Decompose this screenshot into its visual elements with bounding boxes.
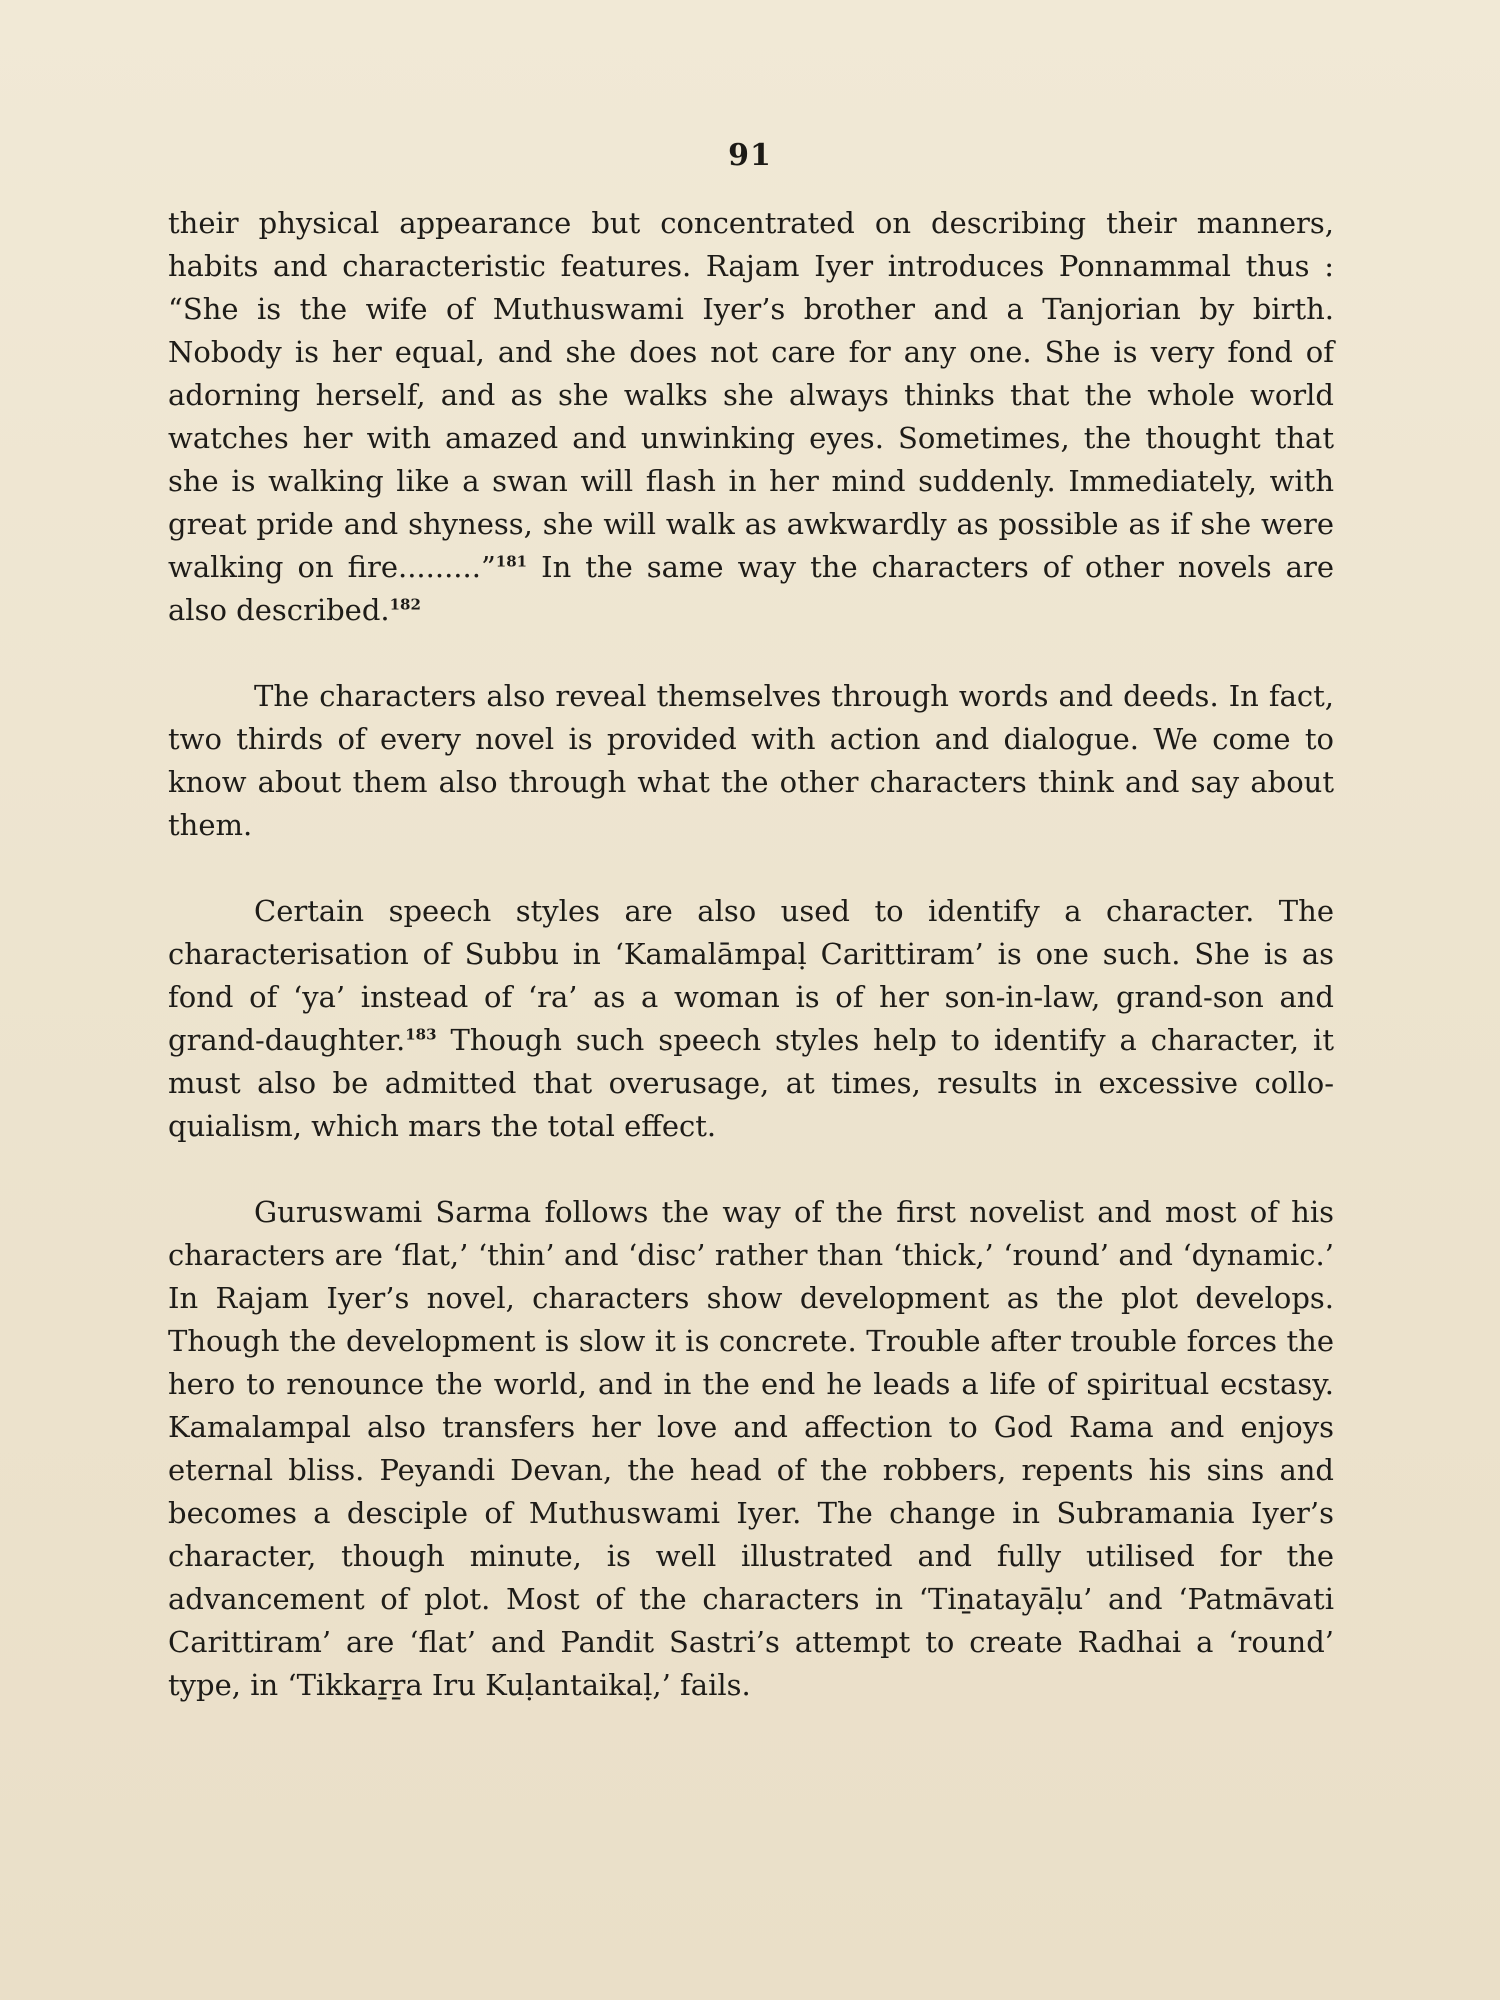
footnote-marker-183: 183 xyxy=(405,1025,437,1044)
paragraph-2: The characters also reveal themselves through words and deeds. In fact, two thirds of every novel is provided with action and dialogue. We come to know about them also through what the other characters think and say about them. xyxy=(168,679,1334,842)
footnote-marker-182: 182 xyxy=(389,595,421,614)
page-number: 91 xyxy=(728,138,772,173)
paragraph-3-text-a: Certain speech styles are also used to identify a character. The characterisation of Subbu in ‘Kamalāmpaḷ Carittiram’ is one such. She is as fond of ‘ya’ instead of ‘ra’ as a woman is of her son-in-law, grand-son and grand-daughter. xyxy=(168,894,1334,1057)
paragraph-1-text-a: their physical appearance but concentrated on describing their manners, habits and characteristic features. Rajam Iyer introduces Ponnammal thus : “She is the wife of Muthuswami Iyer’s brother and a Tanjorian by birth. Nobody is her equal, and she does not care for any one. She is very fond of adorning herself, and as she walks she always thinks that the whole world watches her with amazed and unwinking eyes. Sometimes, the thought that she is walking like a swan will flash in her mind suddenly. Immediately, with great pride and shyness, she will walk as awkwardly as possible as if she were walking on fire.........” xyxy=(168,206,1334,584)
paragraph-3-text-b: Though such speech styles help to identify a character, it must also be admitted that overusage, at times, results in excessive colloquialism, which mars the total effect. xyxy=(168,1023,1334,1143)
paragraph-4: Guruswami Sarma follows the way of the first novelist and most of his characters are ‘flat,’ ‘thin’ and ‘disc’ rather than ‘thick,’ ‘round’ and ‘dynamic.’ In Rajam Iyer’s novel, characters show development as the plot develops. Though the development is slow it is concrete. Trouble after trouble forces the hero to renounce the world, and in the end he leads a life of spiritual ecstasy. Kamalampal also transfers her love and affection to God Rama and enjoys eternal bliss. Peyandi Devan, the head of the robbers, repents his sins and becomes a desciple of Muthuswami Iyer. The change in Subramania Iyer’s character, though minute, is well illustrated and fully utilised for the advancement of plot. Most of the characters in ‘Tiṉatayāḷu’ and ‘Patmāvati Carittiram’ are ‘flat’ and Pandit Sastri’s attempt to create Radhai a ‘round’ type, in ‘Tikkaṟṟa Iru Kuḷantaikaḷ,’ fails. xyxy=(168,1195,1334,1702)
footnote-marker-181: 181 xyxy=(495,552,528,571)
paragraph-1-text-b: In the same way the characters of other novels are also described. xyxy=(168,550,1334,627)
paragraph-3 xyxy=(168,890,1334,1148)
paragraph-1 xyxy=(168,202,1334,632)
body-text xyxy=(168,202,1334,1707)
